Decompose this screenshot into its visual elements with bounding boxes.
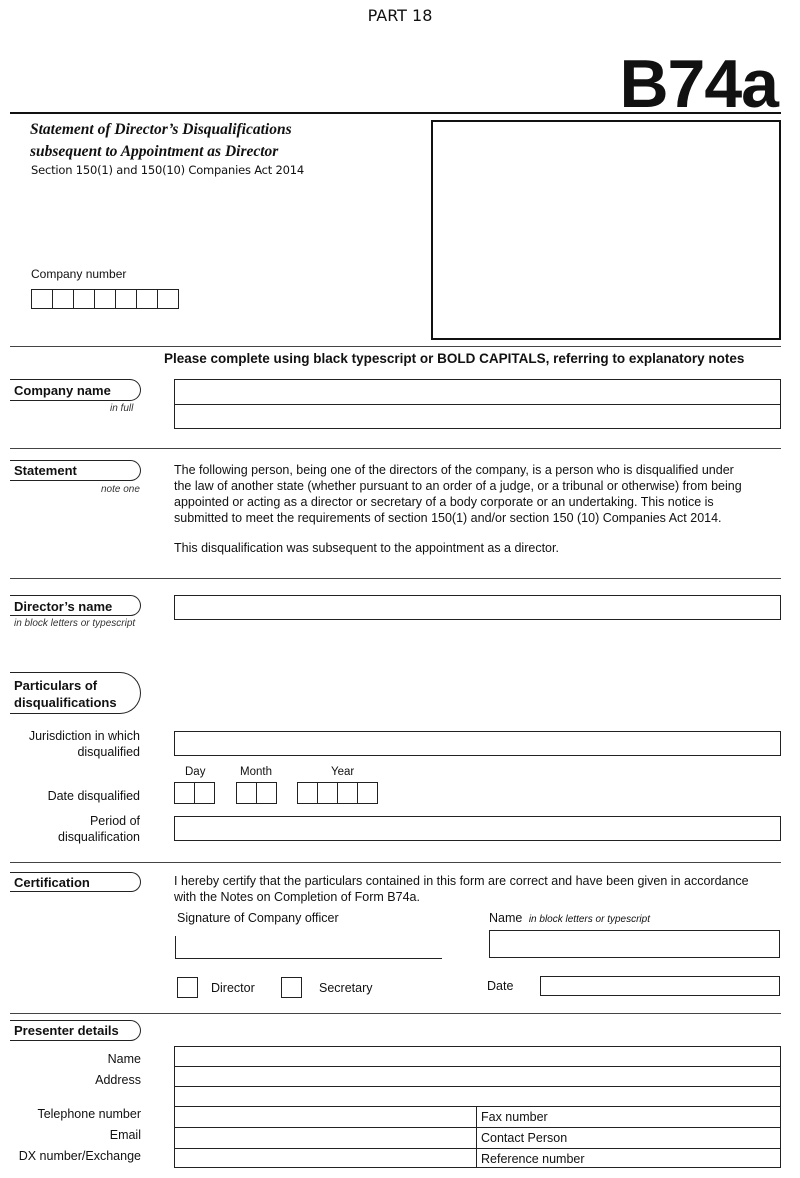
- company-number-cell[interactable]: [115, 289, 137, 309]
- company-name-label-text: Company name: [14, 383, 111, 398]
- jurisdiction-field[interactable]: [174, 731, 781, 756]
- fax-label: Fax number: [481, 1110, 548, 1124]
- directors-name-label-text: Director’s name: [14, 599, 113, 614]
- form-code: B74a: [619, 46, 778, 122]
- jurisdiction-label-line1: Jurisdiction in which: [28, 729, 140, 743]
- presenter-address-field-2[interactable]: [175, 1086, 780, 1107]
- month-cell[interactable]: [256, 782, 277, 804]
- year-cell[interactable]: [317, 782, 338, 804]
- statement-line: The following person, being one of the directors of the company, is a person who is disqualified under: [174, 463, 734, 477]
- contact-label: Contact Person: [481, 1131, 568, 1145]
- date-label: Date: [487, 979, 514, 993]
- statement-label: [10, 460, 141, 481]
- certification-label: [10, 872, 141, 892]
- presenter-label-text: Presenter details: [14, 1023, 119, 1038]
- year-cell[interactable]: [357, 782, 378, 804]
- statement-line: submitted to meet the requirements of section 150(1) and/or section 150 (10) Companies Act 2014.: [174, 511, 722, 525]
- presenter-reference-field[interactable]: [477, 1148, 780, 1167]
- presenter-fax-field[interactable]: [477, 1106, 780, 1128]
- signature-label: Signature of Company officer: [177, 911, 339, 925]
- year-cell[interactable]: [297, 782, 318, 804]
- header-rule: [10, 112, 781, 114]
- particulars-label-line1: Particulars of: [14, 678, 98, 693]
- date-disqualified-label: Date disqualified: [47, 789, 140, 803]
- certification-line: with the Notes on Completion of Form B74a.: [174, 890, 420, 904]
- day-cells[interactable]: [174, 782, 215, 804]
- certification-text: [174, 873, 784, 905]
- presenter-address-label: Address: [95, 1073, 141, 1087]
- divider: [10, 862, 781, 863]
- year-cell[interactable]: [337, 782, 358, 804]
- form-section-ref: Section 150(1) and 150(10) Companies Act 2014: [31, 163, 305, 177]
- divider: [10, 578, 781, 579]
- company-number-cell[interactable]: [31, 289, 53, 309]
- year-cells[interactable]: [297, 782, 378, 804]
- name-label-note: in block letters or typescript: [528, 914, 650, 925]
- divider: [10, 346, 781, 347]
- period-field[interactable]: [174, 816, 781, 841]
- field-divider: [175, 404, 780, 405]
- presenter-contact-field[interactable]: [477, 1127, 780, 1149]
- directors-name-label: [10, 595, 141, 616]
- day-label: Day: [185, 766, 206, 778]
- statement-line: appointed or acting as a director or secretary of a body corporate or an undertaking. This notice is: [174, 495, 714, 509]
- presenter-table: [174, 1046, 781, 1168]
- name-label-text: Name: [489, 911, 523, 925]
- statement-subsequent: This disqualification was subsequent to the appointment as a director.: [174, 541, 559, 555]
- month-cell[interactable]: [236, 782, 257, 804]
- company-number-cells[interactable]: [31, 289, 179, 309]
- secretary-label: Secretary: [319, 981, 373, 995]
- form-title-line1: Statement of Director’s Disqualifications: [30, 121, 292, 138]
- certification-label-text: Certification: [14, 875, 90, 890]
- month-cells[interactable]: [236, 782, 277, 804]
- presenter-email-label: Email: [109, 1128, 141, 1142]
- period-label: [10, 813, 140, 845]
- director-checkbox[interactable]: [177, 977, 198, 998]
- company-number-cell[interactable]: [94, 289, 116, 309]
- company-number-label: Company number: [31, 267, 127, 281]
- day-cell[interactable]: [174, 782, 195, 804]
- presenter-label: [10, 1020, 141, 1041]
- year-label: Year: [331, 766, 355, 778]
- period-label-line2: disqualification: [58, 830, 140, 844]
- jurisdiction-label-line2: disqualified: [77, 745, 140, 759]
- statement-label-text: Statement: [14, 463, 77, 478]
- directors-name-note: in block letters or typescript: [14, 618, 136, 629]
- company-number-cell[interactable]: [136, 289, 158, 309]
- company-name-field[interactable]: [174, 379, 781, 429]
- statement-line: the law of another state (whether pursuant to an order of a judge, or a tribunal or otherwise) from being: [174, 479, 742, 493]
- company-name-label: [10, 379, 141, 401]
- directors-name-field[interactable]: [174, 595, 781, 620]
- particulars-label: [10, 672, 141, 714]
- company-number-cell[interactable]: [73, 289, 95, 309]
- month-label: Month: [240, 766, 272, 778]
- particulars-label-line2: disqualifications: [14, 695, 117, 710]
- statement-text: [174, 462, 784, 526]
- presenter-email-field[interactable]: [175, 1127, 477, 1149]
- presenter-name-label: Name: [107, 1052, 141, 1066]
- presenter-telephone-label: Telephone number: [37, 1107, 141, 1121]
- presenter-telephone-field[interactable]: [175, 1106, 477, 1128]
- reference-label: Reference number: [481, 1152, 585, 1166]
- day-cell[interactable]: [194, 782, 215, 804]
- certification-date-field[interactable]: [540, 976, 780, 996]
- divider: [10, 1013, 781, 1014]
- presenter-name-field[interactable]: [175, 1047, 780, 1067]
- name-label: [489, 911, 650, 925]
- signature-line[interactable]: [175, 936, 442, 959]
- statement-note: note one: [101, 484, 140, 495]
- company-number-cell[interactable]: [52, 289, 74, 309]
- company-name-note: in full: [110, 403, 134, 414]
- form-title-line2: subsequent to Appointment as Director: [30, 143, 279, 160]
- officer-name-field[interactable]: [489, 930, 780, 958]
- office-stamp-box: [431, 120, 781, 340]
- presenter-dx-label: DX number/Exchange: [18, 1149, 141, 1163]
- director-label: Director: [211, 981, 255, 995]
- instructions: Please complete using black typescript or BOLD CAPITALS, referring to explanatory notes: [164, 351, 745, 366]
- divider: [10, 448, 781, 449]
- presenter-address-field-1[interactable]: [175, 1066, 780, 1087]
- part-heading: PART 18: [367, 6, 433, 25]
- jurisdiction-label: [10, 728, 140, 760]
- certification-line: I hereby certify that the particulars contained in this form are correct and have been given in accordance: [174, 874, 749, 888]
- presenter-dx-field[interactable]: [175, 1148, 477, 1167]
- period-label-line1: Period of: [89, 814, 140, 828]
- company-number-cell[interactable]: [157, 289, 179, 309]
- secretary-checkbox[interactable]: [281, 977, 302, 998]
